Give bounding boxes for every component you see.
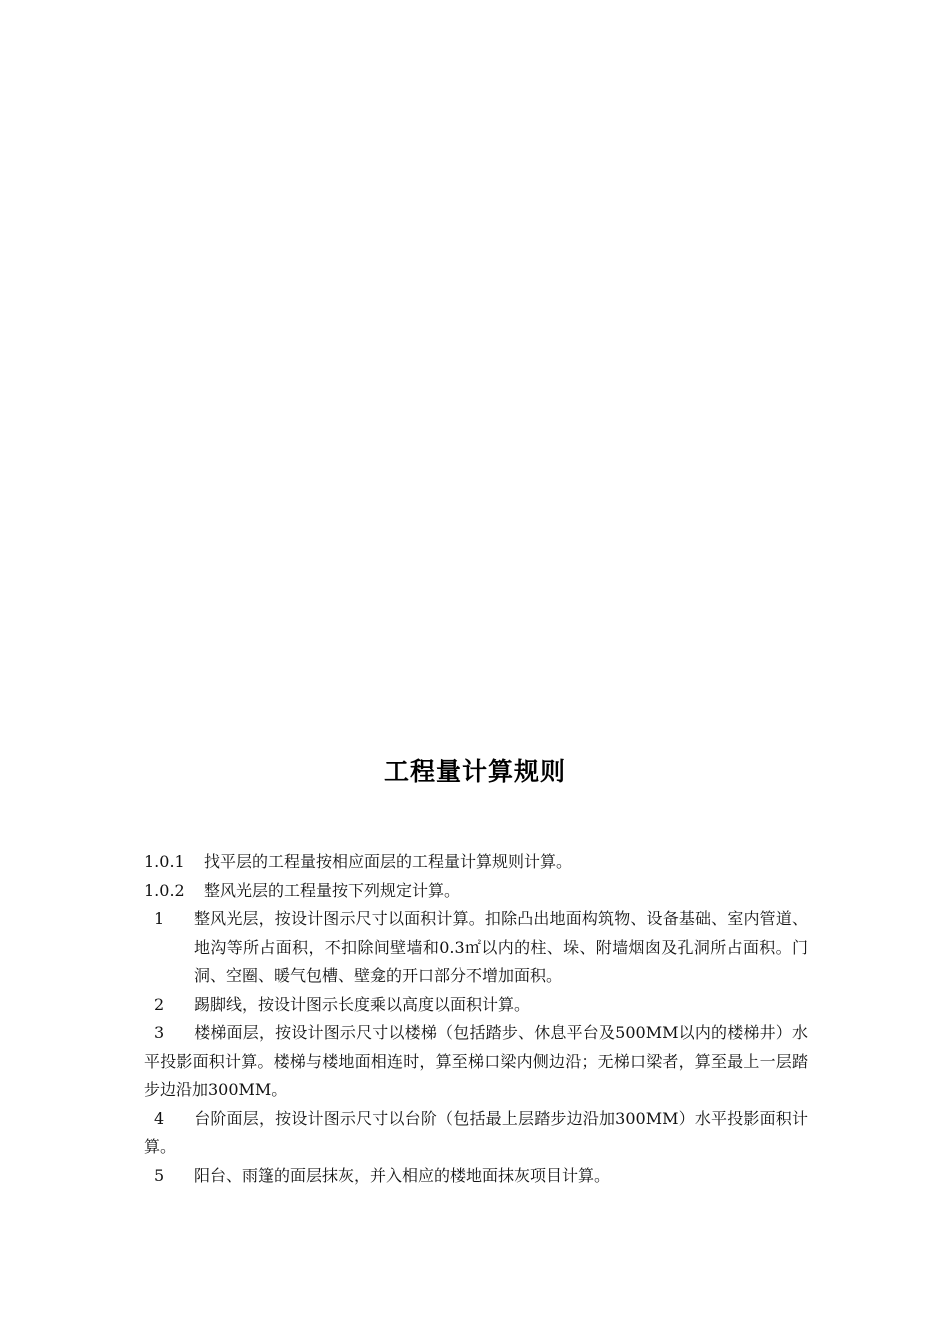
item-number: 5: [154, 1165, 165, 1185]
clause-number: 1.0.2: [144, 880, 185, 900]
item-text: 楼梯面层，按设计图示尺寸以楼梯（包括踏步、休息平台及500MM以内的楼梯井）水平投影面积计算。楼梯与楼地面相连时，算至梯口梁内侧边沿；无梯口梁者，算至最上一层踏步边沿加300MM。: [144, 1023, 808, 1099]
list-item-3: [144, 1019, 808, 1105]
list-item-5: [144, 1162, 808, 1191]
item-number: 3: [154, 1023, 165, 1042]
document-title: 工程量计算规则: [383, 757, 566, 786]
document-body: [144, 848, 808, 1190]
item-text: 整风光层，按设计图示尺寸以面积计算。扣除凸出地面构筑物、设备基础、室内管道、地沟等所占面积，不扣除间壁墙和0.3㎡以内的柱、垛、附墙烟囱及孔洞所占面积。门洞、空圈、暖气包槽、壁龛的开口部分不增加面积。: [194, 909, 808, 985]
clause-1-0-1: [144, 848, 808, 877]
item-number: 4: [154, 1108, 165, 1128]
item-text: 台阶面层，按设计图示尺寸以台阶（包括最上层踏步边沿加300MM）水平投影面积计算。: [144, 1108, 808, 1156]
item-number: 2: [154, 994, 165, 1014]
item-text: 踢脚线，按设计图示长度乘以高度以面积计算。: [194, 994, 531, 1014]
clause-text: 整风光层的工程量按下列规定计算。: [204, 880, 461, 900]
list-item-4: [144, 1105, 808, 1162]
item-text: 阳台、雨篷的面层抹灰，并入相应的楼地面抹灰项目计算。: [194, 1165, 611, 1185]
list-item-1: [144, 905, 808, 991]
clause-text: 找平层的工程量按相应面层的工程量计算规则计算。: [204, 852, 573, 871]
item-number: 1: [154, 909, 165, 928]
clause-1-0-2: [144, 877, 808, 906]
list-item-2: [144, 991, 808, 1020]
clause-number: 1.0.1: [144, 852, 185, 871]
